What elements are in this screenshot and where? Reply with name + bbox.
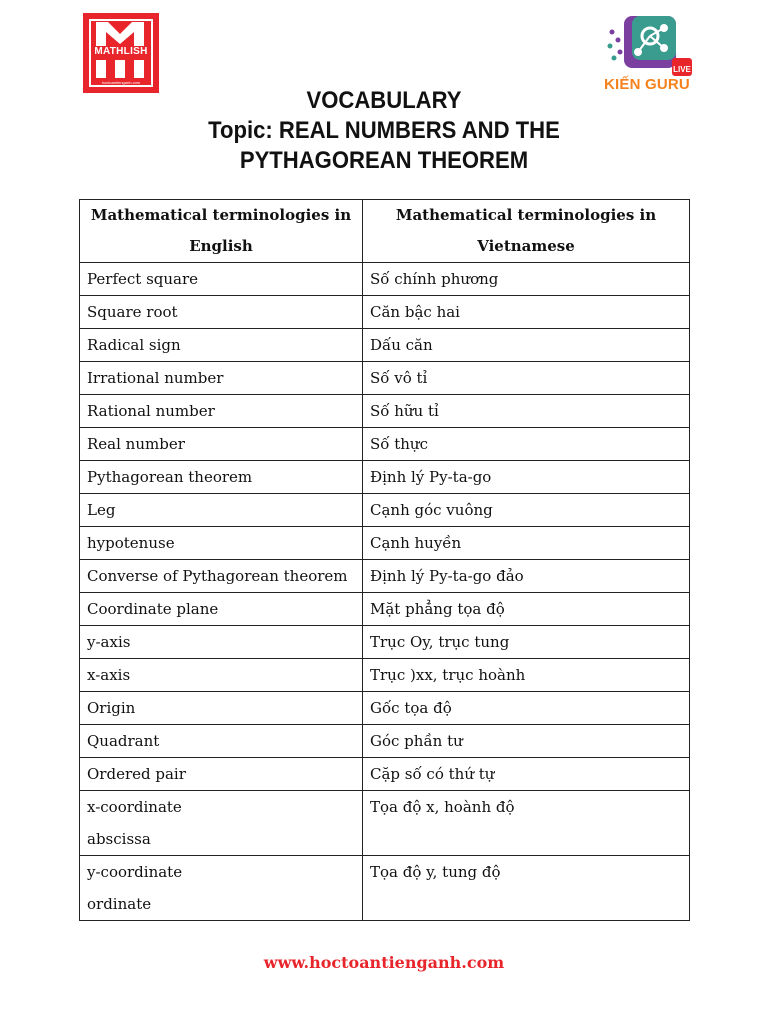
term-vietnamese: Góc phần tư — [363, 725, 690, 758]
term-english: Perfect square — [80, 263, 363, 296]
term-vietnamese: Trục Oy, trục tung — [363, 626, 690, 659]
term-english: Origin — [80, 692, 363, 725]
term-english: Leg — [80, 494, 363, 527]
live-badge: LIVE — [673, 65, 691, 74]
term-vietnamese: Trục )xx, trục hoành — [363, 659, 690, 692]
table-row — [80, 560, 690, 593]
term-vietnamese: Tọa độ y, tung độ — [363, 856, 690, 921]
term-english: Real number — [80, 428, 363, 461]
header-vietnamese: Mathematical terminologies in Vietnamese — [363, 200, 690, 263]
table-row — [80, 494, 690, 527]
m-letter-icon — [96, 22, 144, 46]
term-english: Square root — [80, 296, 363, 329]
term-english — [80, 856, 363, 921]
m-base-icon — [96, 60, 144, 78]
term-english: Pythagorean theorem — [80, 461, 363, 494]
term-english: x-axis — [80, 659, 363, 692]
title-topic-cont: PYTHAGOREAN THEOREM — [239, 147, 529, 174]
table-row — [80, 395, 690, 428]
title-vocabulary: VOCABULARY — [306, 87, 462, 114]
term-english: Quadrant — [80, 725, 363, 758]
term-line: x-coordinate — [87, 798, 182, 816]
term-vietnamese: Định lý Py-ta-go đảo — [363, 560, 690, 593]
term-english: Rational number — [80, 395, 363, 428]
term-vietnamese: Định lý Py-ta-go — [363, 461, 690, 494]
header-english: Mathematical terminologies in English — [80, 200, 363, 263]
term-vietnamese: Số chính phương — [363, 263, 690, 296]
table-row — [80, 362, 690, 395]
table-row — [80, 593, 690, 626]
term-english — [80, 791, 363, 856]
term-vietnamese: Số hữu tỉ — [363, 395, 690, 428]
term-vietnamese: Mặt phẳng tọa độ — [363, 593, 690, 626]
table-body — [80, 263, 690, 921]
table-row-y-coordinate — [80, 856, 690, 921]
mathlish-brand-text: MATHLISH — [94, 46, 148, 57]
term-english: Coordinate plane — [80, 593, 363, 626]
kien-guru-brand-text: KIẾN GURU — [604, 76, 690, 93]
mathlish-tagline: hoctoantienganh.com — [101, 80, 141, 85]
term-vietnamese: Dấu căn — [363, 329, 690, 362]
term-english: hypotenuse — [80, 527, 363, 560]
mathlish-logo — [83, 13, 159, 93]
vocabulary-table — [79, 199, 690, 921]
term-vietnamese: Cạnh góc vuông — [363, 494, 690, 527]
term-english: Ordered pair — [80, 758, 363, 791]
table-row — [80, 626, 690, 659]
title-block — [0, 86, 768, 176]
footer-url-link[interactable]: www.hoctoantienganh.com — [263, 953, 505, 972]
kien-guru-molecule-icon — [604, 14, 694, 76]
title-topic: Topic: REAL NUMBERS AND THE — [208, 117, 560, 144]
term-line: y-coordinate — [87, 863, 183, 881]
table-row — [80, 758, 690, 791]
term-english: Irrational number — [80, 362, 363, 395]
term-vietnamese: Số thực — [363, 428, 690, 461]
table-row — [80, 461, 690, 494]
term-english: Radical sign — [80, 329, 363, 362]
term-vietnamese: Tọa độ x, hoành độ — [363, 791, 690, 856]
term-english: y-axis — [80, 626, 363, 659]
table-row — [80, 428, 690, 461]
term-vietnamese: Căn bậc hai — [363, 296, 690, 329]
table-row — [80, 527, 690, 560]
table-row — [80, 263, 690, 296]
term-vietnamese: Số vô tỉ — [363, 362, 690, 395]
table-header-row — [80, 200, 690, 263]
table-row — [80, 725, 690, 758]
term-line: abscissa — [87, 830, 151, 848]
term-line: ordinate — [87, 895, 152, 913]
term-vietnamese: Gốc tọa độ — [363, 692, 690, 725]
table-row-x-coordinate — [80, 791, 690, 856]
table-row — [80, 296, 690, 329]
table-row — [80, 329, 690, 362]
table-row — [80, 692, 690, 725]
term-english: Converse of Pythagorean theorem — [80, 560, 363, 593]
table-row — [80, 659, 690, 692]
term-vietnamese: Cặp số có thứ tự — [363, 758, 690, 791]
term-vietnamese: Cạnh huyền — [363, 527, 690, 560]
